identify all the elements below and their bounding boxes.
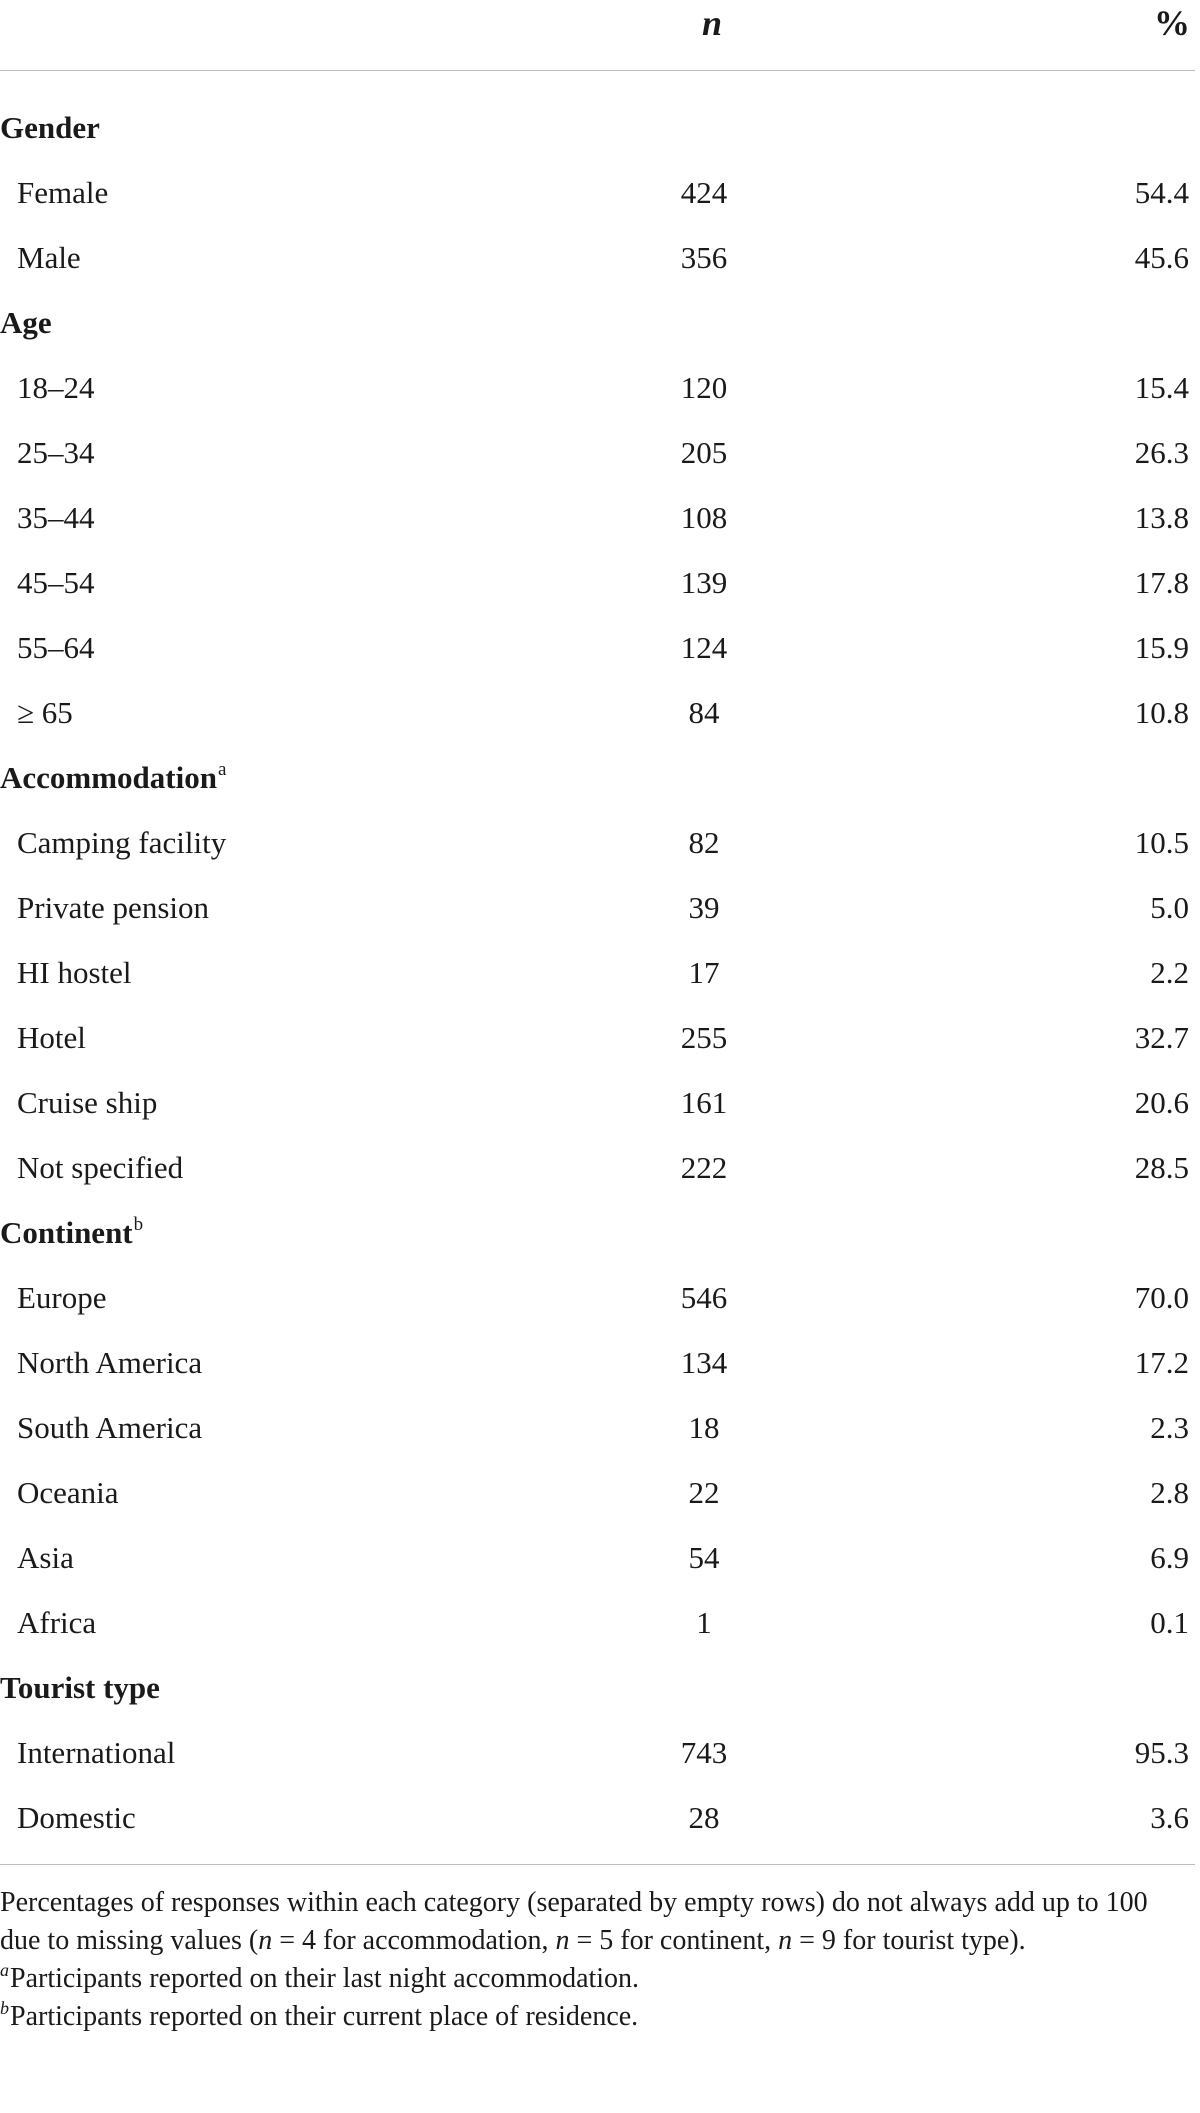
table-row xyxy=(0,355,1195,420)
footnote-b-marker: b xyxy=(0,1998,9,2018)
row-label: 55–64 xyxy=(17,630,95,665)
table-row xyxy=(0,1785,1195,1850)
row-label: Domestic xyxy=(17,1800,136,1835)
footnote-b-text: Participants reported on their current place of residence. xyxy=(10,2001,639,2032)
row-label: Cruise ship xyxy=(17,1085,158,1120)
table-row xyxy=(0,810,1195,875)
header-rule xyxy=(0,70,1195,71)
row-percent: 15.9 xyxy=(1134,630,1189,665)
row-count: 222 xyxy=(680,1150,728,1185)
section-heading: Gender xyxy=(0,110,100,145)
table-row xyxy=(0,225,1195,290)
row-count: 84 xyxy=(688,695,720,730)
row-percent: 70.0 xyxy=(1134,1280,1189,1315)
row-percent: 17.8 xyxy=(1134,565,1189,600)
row-label: International xyxy=(17,1735,176,1770)
row-percent: 6.9 xyxy=(1150,1540,1189,1575)
footnote-a xyxy=(0,1960,1195,1998)
row-count: 18 xyxy=(688,1410,720,1445)
section-heading: Continent$^b$ xyxy=(0,1214,144,1250)
row-count: 124 xyxy=(680,630,728,665)
row-percent: 2.8 xyxy=(1150,1475,1189,1510)
row-percent: 5.0 xyxy=(1150,890,1189,925)
row-count: 134 xyxy=(680,1345,728,1380)
table-row xyxy=(0,1265,1195,1330)
table-row xyxy=(0,940,1195,1005)
table-body xyxy=(0,95,1195,1850)
row-label: North America xyxy=(17,1345,203,1380)
row-count: 546 xyxy=(680,1280,728,1315)
row-label: Female xyxy=(17,175,109,210)
footnote-marker: b xyxy=(133,1214,144,1235)
row-label: 25–34 xyxy=(17,435,95,470)
section-heading-row xyxy=(0,745,1195,810)
section-heading-row xyxy=(0,1200,1195,1265)
row-label: 18–24 xyxy=(17,370,95,405)
table-row xyxy=(0,1070,1195,1135)
table-notes xyxy=(0,1884,1195,2036)
row-percent: 15.4 xyxy=(1134,370,1189,405)
table-row xyxy=(0,875,1195,940)
row-percent: 2.3 xyxy=(1150,1410,1189,1445)
row-count: 1 xyxy=(696,1605,712,1640)
row-count: 424 xyxy=(680,175,728,210)
row-label: Europe xyxy=(17,1280,107,1315)
row-percent: 20.6 xyxy=(1134,1085,1189,1120)
row-percent: 10.5 xyxy=(1134,825,1189,860)
row-label: Hotel xyxy=(17,1020,86,1055)
row-label: Male xyxy=(17,240,81,275)
row-label: HI hostel xyxy=(17,955,132,990)
table-row xyxy=(0,420,1195,485)
table-row xyxy=(0,160,1195,225)
table-row xyxy=(0,1395,1195,1460)
row-count: 28 xyxy=(688,1800,720,1835)
row-count: 17 xyxy=(688,955,720,990)
row-percent: 95.3 xyxy=(1134,1735,1189,1770)
row-label: Not specified xyxy=(17,1150,184,1185)
row-percent: 32.7 xyxy=(1134,1020,1189,1055)
table-header xyxy=(0,0,1195,70)
section-heading: Tourist type xyxy=(0,1670,160,1705)
table-row xyxy=(0,1460,1195,1525)
footnote-a-text: Participants reported on their last night accommodation. xyxy=(10,1963,640,1994)
row-count: 39 xyxy=(688,890,720,925)
table-row xyxy=(0,485,1195,550)
table-row xyxy=(0,1525,1195,1590)
note-missing-values: Percentages of responses within each category (separated by empty rows) do not always add up to 100 due to missing values (n = 4 for accommodation, n = 5 for continent, n = 9 for tourist type). xyxy=(0,1887,1148,1956)
row-percent: 13.8 xyxy=(1134,500,1189,535)
footer-rule xyxy=(0,1864,1195,1865)
row-label: Asia xyxy=(17,1540,74,1575)
column-header-percent: % xyxy=(1154,3,1190,43)
table-row xyxy=(0,680,1195,745)
row-count: 54 xyxy=(688,1540,720,1575)
row-count: 743 xyxy=(680,1735,728,1770)
section-heading-row xyxy=(0,1655,1195,1720)
row-percent: 54.4 xyxy=(1134,175,1189,210)
column-header-n: n xyxy=(701,3,723,43)
row-label: Oceania xyxy=(17,1475,119,1510)
row-count: 82 xyxy=(688,825,720,860)
row-percent: 28.5 xyxy=(1134,1150,1189,1185)
section-heading: Age xyxy=(0,305,52,340)
row-count: 255 xyxy=(680,1020,728,1055)
row-label: Africa xyxy=(17,1605,97,1640)
row-percent: 45.6 xyxy=(1134,240,1189,275)
table-row xyxy=(0,1330,1195,1395)
table-row xyxy=(0,615,1195,680)
footnote-marker: a xyxy=(217,759,227,780)
row-percent: 2.2 xyxy=(1150,955,1189,990)
row-count: 356 xyxy=(680,240,728,275)
table-row xyxy=(0,1720,1195,1785)
row-count: 108 xyxy=(680,500,728,535)
row-label: South America xyxy=(17,1410,203,1445)
row-label: ≥ 65 xyxy=(17,695,73,730)
row-percent: 0.1 xyxy=(1150,1605,1189,1640)
row-percent: 10.8 xyxy=(1134,695,1189,730)
footnote-b xyxy=(0,1998,1195,2036)
row-label: 35–44 xyxy=(17,500,95,535)
row-label: 45–54 xyxy=(17,565,95,600)
section-heading: Accommodation$^a$ xyxy=(0,759,227,795)
row-count: 139 xyxy=(680,565,728,600)
table-row xyxy=(0,1590,1195,1655)
row-count: 120 xyxy=(680,370,728,405)
row-label: Camping facility xyxy=(17,825,227,860)
section-heading-row xyxy=(0,95,1195,160)
row-percent: 3.6 xyxy=(1150,1800,1189,1835)
row-count: 205 xyxy=(680,435,728,470)
table-row xyxy=(0,1135,1195,1200)
row-label: Private pension xyxy=(17,890,209,925)
section-heading-row xyxy=(0,290,1195,355)
row-percent: 17.2 xyxy=(1134,1345,1189,1380)
row-count: 22 xyxy=(688,1475,720,1510)
row-percent: 26.3 xyxy=(1134,435,1189,470)
footnote-a-marker: a xyxy=(0,1960,9,1980)
row-count: 161 xyxy=(680,1085,728,1120)
table-row xyxy=(0,1005,1195,1070)
table-row xyxy=(0,550,1195,615)
